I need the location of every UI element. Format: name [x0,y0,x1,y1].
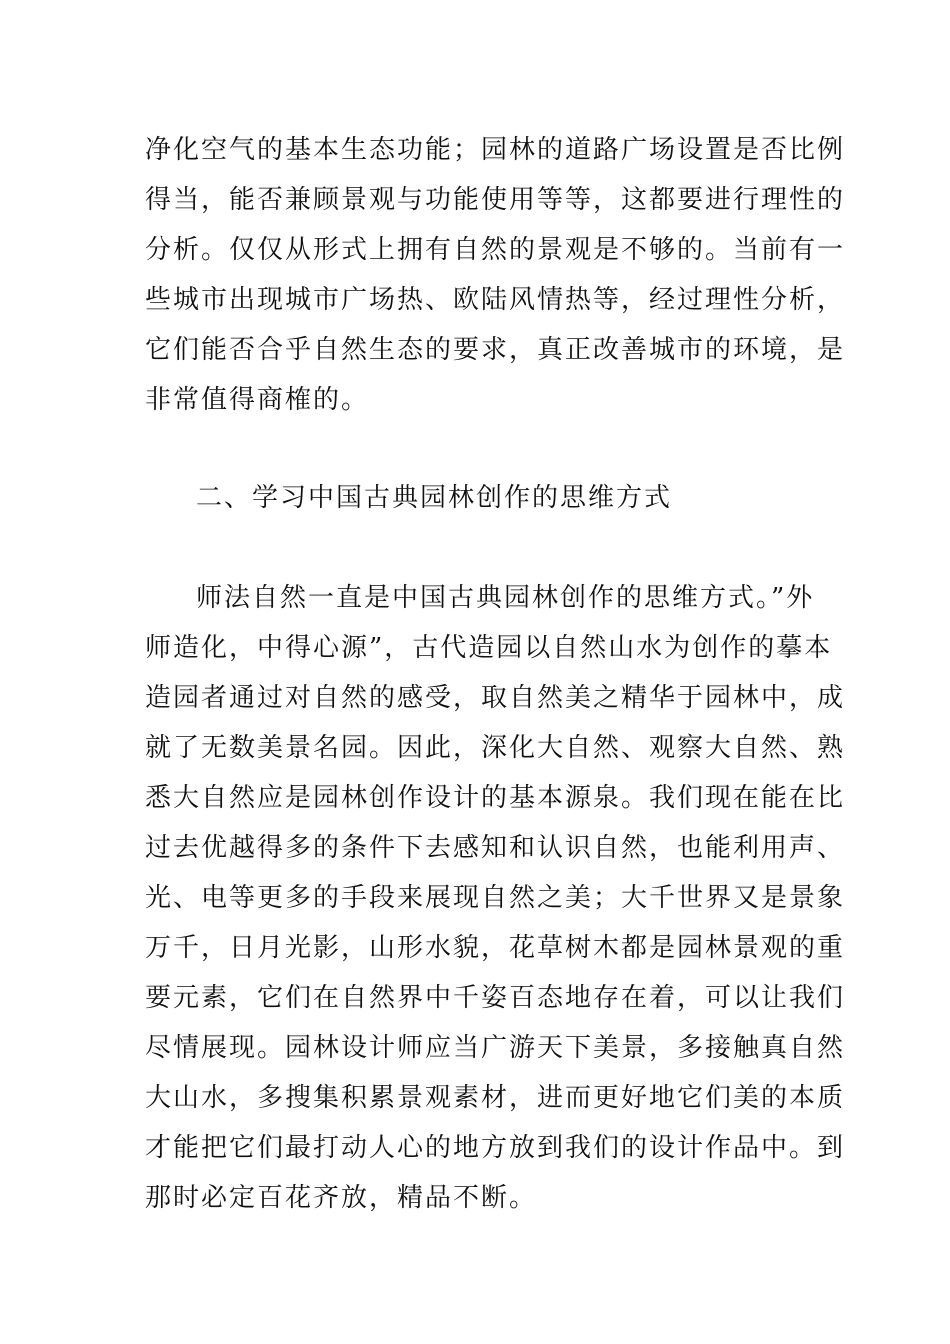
text-line: 净化空气的基本生态功能；园林的道路广场设置是否比例 [145,135,846,165]
text-line: 过去优越得多的条件下去感知和认识自然，也能利用声、 [145,833,846,863]
text-line: 尽情展现。园林设计师应当广游天下美景，多接触真自然 [145,1033,846,1063]
text-line: 师法自然一直是中国古典园林创作的思维方式。”外 [196,583,815,613]
text-line: 它们能否合乎自然生态的要求，真正改善城市的环境，是 [145,335,846,365]
text-line: 那时必定百花齐放，精品不断。 [145,1183,538,1213]
text-line: 非常值得商榷的。 [145,385,370,415]
text-line: 造园者通过对自然的感受，取自然美之精华于园林中，成 [145,683,846,713]
text-line: 大山水，多搜集积累景观素材，进而更好地它们美的本质 [145,1083,846,1113]
text-line: 才能把它们最打动人心的地方放到我们的设计作品中。到 [145,1133,846,1163]
text-line: 悉大自然应是园林创作设计的基本源泉。我们现在能在比 [145,783,846,813]
text-line: 光、电等更多的手段来展现自然之美；大千世界又是景象 [145,883,846,913]
text-line: 要元素，它们在自然界中千姿百态地存在着，可以让我们 [145,983,846,1013]
text-line: 万千，日月光影，山形水貌，花草树木都是园林景观的重 [145,933,846,963]
section-heading: 二、学习中国古典园林创作的思维方式 [196,483,673,513]
text-line: 分析。仅仅从形式上拥有自然的景观是不够的。当前有一 [145,235,846,265]
text-line: 就了无数美景名园。因此，深化大自然、观察大自然、熟 [145,733,846,763]
text-line: 些城市出现城市广场热、欧陆风情热等，经过理性分析， [145,285,846,315]
text-line: 得当，能否兼顾景观与功能使用等等，这都要进行理性的 [145,185,846,215]
text-line: 师造化，中得心源”，古代造园以自然山水为创作的摹本 [145,633,833,663]
